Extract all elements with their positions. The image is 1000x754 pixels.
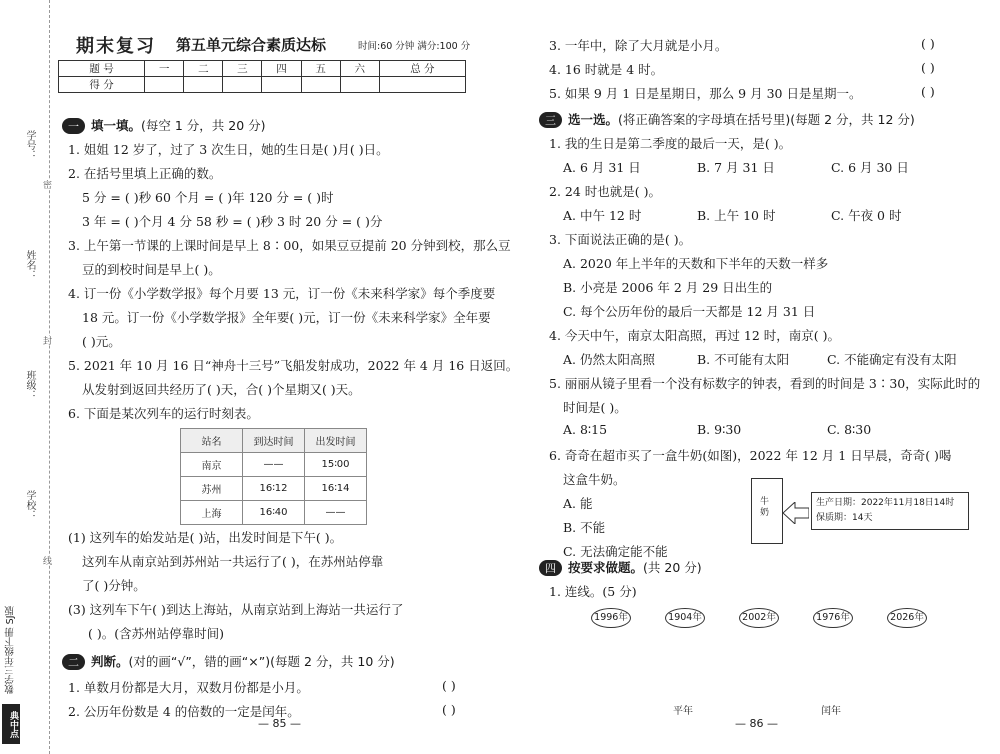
section-badge: 一 bbox=[62, 118, 85, 134]
timetable-cell: 上海 bbox=[181, 501, 243, 525]
timetable-cell: —— bbox=[243, 453, 305, 477]
question-line: (3) 这列车下午( )到达上海站，从南京站到上海站一共运行了 bbox=[68, 602, 404, 617]
option: C. 6 月 30 日 bbox=[831, 160, 909, 175]
year-oval[interactable]: 1976年 bbox=[813, 608, 853, 628]
answer-paren[interactable]: ( ) bbox=[442, 678, 456, 693]
section-title: 判断。 bbox=[91, 654, 129, 669]
section-title: 按要求做题。 bbox=[568, 560, 644, 575]
question-line: (1) 这列车的始发站是( )站，出发时间是下午( )。 bbox=[68, 530, 343, 545]
leap-year-label: 闰年 bbox=[821, 706, 841, 717]
timetable-cell: 苏州 bbox=[181, 477, 243, 501]
option: B. 不可能有太阳 bbox=[697, 352, 790, 367]
page-header bbox=[58, 32, 498, 62]
train-timetable bbox=[180, 428, 367, 525]
question-line: 时间是( )。 bbox=[563, 400, 627, 415]
option: A. 2020 年上半年的天数和下半年的天数一样多 bbox=[563, 256, 829, 271]
option: C. 每个公历年份的最后一天都是 12 月 31 日 bbox=[563, 304, 816, 319]
class-label: 班级： bbox=[24, 370, 35, 400]
option: B. 9∶30 bbox=[697, 422, 742, 437]
section-badge: 三 bbox=[539, 112, 562, 128]
option: B. 上午 10 时 bbox=[697, 208, 776, 223]
score-header-cell: 总 分 bbox=[379, 61, 465, 77]
score-header-cell: 三 bbox=[223, 61, 262, 77]
year-oval[interactable]: 1996年 bbox=[591, 608, 631, 628]
question-line: 3 年 = ( )个月 4 分 58 秒 = ( )秒 3 时 20 分 = ( )分 bbox=[82, 214, 383, 229]
seal-mark: 封 bbox=[41, 336, 51, 345]
question-line: 6. 奇奇在超市买了一盒牛奶(如图)，2022 年 12 月 1 日早晨，奇奇( )喝 bbox=[549, 448, 952, 463]
question-line: 3. 下面说法正确的是( )。 bbox=[549, 232, 692, 247]
question-line: 4. 订一份《小学数学报》每个月要 13 元，订一份《未来科学家》每个季度要 bbox=[68, 286, 496, 301]
section-note: (将正确答案的字母填在括号里)(每题 2 分，共 12 分) bbox=[618, 112, 915, 127]
score-cell[interactable] bbox=[262, 77, 301, 93]
option: A. 6 月 31 日 bbox=[563, 160, 641, 175]
option: A. 仍然太阳高照 bbox=[563, 352, 655, 367]
answer-paren[interactable]: ( ) bbox=[921, 36, 935, 51]
score-cell[interactable] bbox=[340, 77, 379, 93]
question-line: 2. 公历年份数是 4 的倍数的一定是闰年。 bbox=[68, 704, 300, 719]
option: B. 不能 bbox=[563, 520, 606, 535]
seal-mark: 线 bbox=[41, 556, 51, 565]
page-number: — 86 — bbox=[735, 717, 778, 730]
score-cell[interactable] bbox=[301, 77, 340, 93]
answer-paren[interactable]: ( ) bbox=[921, 84, 935, 99]
section-title: 填一填。 bbox=[91, 118, 142, 133]
score-table bbox=[58, 60, 466, 93]
option: C. 8∶30 bbox=[827, 422, 872, 437]
score-header-cell: 题 号 bbox=[59, 61, 145, 77]
option: A. 能 bbox=[563, 496, 593, 511]
section-badge: 二 bbox=[62, 654, 85, 670]
score-cell[interactable] bbox=[379, 77, 465, 93]
question-line: 3. 一年中，除了大月就是小月。 bbox=[549, 38, 728, 53]
book-series: 数学三年级下册 SJ版 bbox=[5, 606, 16, 694]
right-page bbox=[535, 0, 981, 754]
score-header-cell: 二 bbox=[184, 61, 223, 77]
left-page bbox=[58, 0, 519, 754]
option: A. 中午 12 时 bbox=[563, 208, 642, 223]
arrow-icon bbox=[783, 502, 809, 524]
option: B. 7 月 31 日 bbox=[697, 160, 775, 175]
question-line: ( )元。 bbox=[82, 334, 121, 349]
question-line: 1. 连线。(5 分) bbox=[549, 584, 637, 599]
section-note: (每空 1 分，共 20 分) bbox=[141, 118, 266, 133]
section-note: (共 20 分) bbox=[643, 560, 702, 575]
score-cell[interactable] bbox=[145, 77, 184, 93]
answer-paren[interactable]: ( ) bbox=[921, 60, 935, 75]
seal-mark: 密 bbox=[41, 180, 51, 189]
timetable-cell: 南京 bbox=[181, 453, 243, 477]
page-title: 第五单元综合素质达标 bbox=[176, 36, 327, 54]
student-id-label: 学号： bbox=[24, 130, 35, 160]
question-line: 这列车从南京站到苏州站一共运行了( )，在苏州站停靠 bbox=[82, 554, 384, 569]
shelf-life: 保质期：14天 bbox=[816, 513, 873, 523]
option: A. 8∶15 bbox=[563, 422, 608, 437]
option: B. 小亮是 2006 年 2 月 29 日出生的 bbox=[563, 280, 773, 295]
section-title: 选一选。 bbox=[568, 112, 619, 127]
question-line: 4. 16 时就是 4 时。 bbox=[549, 62, 664, 77]
timetable-cell: 16∶14 bbox=[305, 477, 367, 501]
milk-carton-icon bbox=[751, 478, 783, 544]
option: C. 不能确定有没有太阳 bbox=[827, 352, 957, 367]
question-line: 这盒牛奶。 bbox=[563, 472, 626, 487]
milk-label: 牛奶 bbox=[760, 497, 770, 518]
page-number: — 85 — bbox=[258, 717, 301, 730]
option: C. 午夜 0 时 bbox=[831, 208, 902, 223]
question-line: 了( )分钟。 bbox=[82, 578, 146, 593]
year-oval[interactable]: 2002年 bbox=[739, 608, 779, 628]
question-line: 1. 我的生日是第二季度的最后一天，是( )。 bbox=[549, 136, 792, 151]
score-header-cell: 四 bbox=[262, 61, 301, 77]
score-header-cell: 一 bbox=[145, 61, 184, 77]
section-2-header bbox=[62, 652, 395, 670]
exam-meta: 时间:60 分钟 满分:100 分 bbox=[358, 41, 471, 52]
brand-logo: 典中点 bbox=[2, 704, 20, 744]
timetable-header: 站名 bbox=[181, 429, 243, 453]
question-line: 豆的到校时间是早上( )。 bbox=[82, 262, 221, 277]
name-label: 姓名： bbox=[24, 250, 35, 280]
common-year-label: 平年 bbox=[673, 706, 693, 717]
question-line: 5. 2021 年 10 月 16 日“神舟十三号”飞船发射成功，2022 年 4 月 16 日返回。 bbox=[68, 358, 519, 373]
question-line: 6. 下面是某次列车的运行时刻表。 bbox=[68, 406, 259, 421]
question-line: 5 分 = ( )秒 60 个月 = ( )年 120 分 = ( )时 bbox=[82, 190, 334, 205]
score-row-label: 得 分 bbox=[59, 77, 145, 93]
school-label: 学校： bbox=[24, 490, 35, 520]
question-line: 1. 姐姐 12 岁了，过了 3 次生日，她的生日是( )月( )日。 bbox=[68, 142, 389, 157]
question-line: 2. 24 时也就是( )。 bbox=[549, 184, 662, 199]
question-line: 3. 上午第一节课的上课时间是早上 8∶00，如果豆豆提前 20 分钟到校，那么豆 bbox=[68, 238, 511, 253]
timetable-cell: 15∶00 bbox=[305, 453, 367, 477]
score-cell[interactable] bbox=[184, 77, 223, 93]
timetable-header: 出发时间 bbox=[305, 429, 367, 453]
year-oval[interactable]: 1904年 bbox=[665, 608, 705, 628]
milk-info-box bbox=[811, 492, 969, 530]
section-4-header bbox=[539, 558, 702, 576]
production-date: 生产日期：2022年11月18日14时 bbox=[816, 498, 955, 508]
question-line: 5. 丽丽从镜子里看一个没有标数字的钟表，看到的时间是 3∶30，实际此时的 bbox=[549, 376, 981, 391]
year-oval[interactable]: 2026年 bbox=[887, 608, 927, 628]
logo: 期末复习 bbox=[76, 36, 156, 57]
option: C. 无法确定能不能 bbox=[563, 544, 668, 559]
score-cell[interactable] bbox=[223, 77, 262, 93]
timetable-cell: 16∶12 bbox=[243, 477, 305, 501]
section-note: (对的画“√”，错的画“×”)(每题 2 分，共 10 分) bbox=[128, 654, 395, 669]
question-line: 5. 如果 9 月 1 日是星期日，那么 9 月 30 日是星期一。 bbox=[549, 86, 862, 101]
question-line: 18 元。订一份《小学数学报》全年要( )元，订一份《未来科学家》全年要 bbox=[82, 310, 491, 325]
question-line: 2. 在括号里填上正确的数。 bbox=[68, 166, 222, 181]
timetable-cell: 16∶40 bbox=[243, 501, 305, 525]
score-header-cell: 五 bbox=[301, 61, 340, 77]
timetable-header: 到达时间 bbox=[243, 429, 305, 453]
question-line: 从发射到返回共经历了( )天，合( )个星期又( )天。 bbox=[82, 382, 361, 397]
answer-paren[interactable]: ( ) bbox=[442, 702, 456, 717]
question-line: ( )。(含苏州站停靠时间) bbox=[88, 626, 224, 641]
binding-margin bbox=[0, 0, 50, 754]
score-header-cell: 六 bbox=[340, 61, 379, 77]
section-badge: 四 bbox=[539, 560, 562, 576]
question-line: 4. 今天中午，南京太阳高照，再过 12 时，南京( )。 bbox=[549, 328, 840, 343]
section-1-header bbox=[62, 116, 266, 134]
question-line: 1. 单数月份都是大月，双数月份都是小月。 bbox=[68, 680, 309, 695]
section-3-header bbox=[539, 110, 915, 128]
timetable-cell: —— bbox=[305, 501, 367, 525]
